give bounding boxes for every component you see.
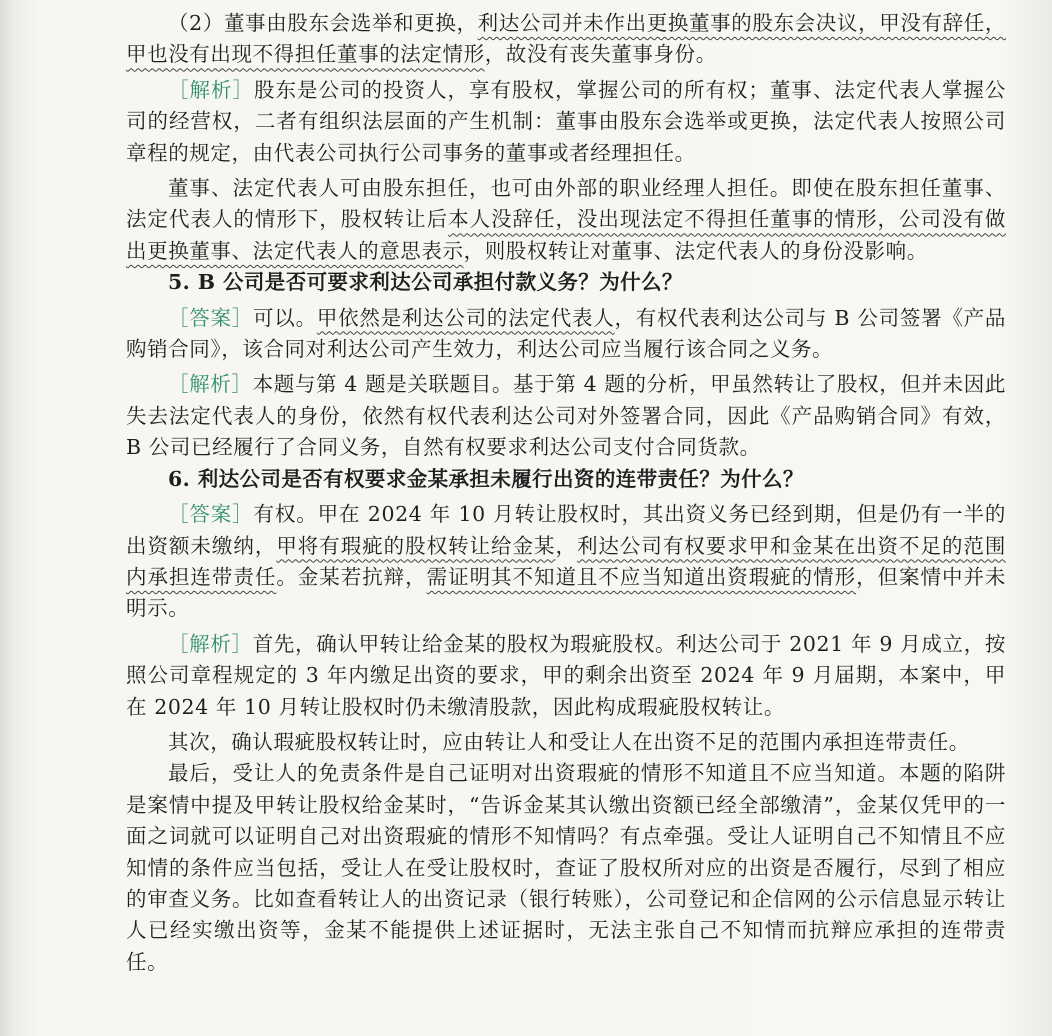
- text-segment: ，则股权转让对董事、法定代表人的身份没影响。: [463, 238, 928, 263]
- text-segment: ，: [555, 533, 577, 558]
- text-segment: 首先，确认甲转让给金某的股权为瑕疵股权。利达公司于 2021 年 9 月成立，按照公司章程规定的 3 年内缴足出资的要求，甲的剩余出资至 2024 年 9 月届期，本案中，甲在 2024 年 10 月转让股权时仍未缴清股款，因此构成瑕疵股权转让。: [126, 631, 1006, 719]
- analysis-tag: ［解析］: [168, 77, 254, 102]
- answer-tag: ［答案］: [168, 305, 254, 330]
- text-segment: 。金某若抗辩，: [276, 564, 427, 589]
- text-segment: ，有权代表利达公司与 B 公司签署《产品购销合同》，该合同对利达公司产生效力，利达公司应当履行该合同之义务。: [126, 305, 1006, 362]
- analysis-6: [126, 629, 1006, 723]
- text-segment: ，故没有丧失董事身份。: [484, 42, 717, 67]
- paragraph-analysis-1: [126, 75, 1006, 169]
- text-segment: 可以。: [253, 305, 317, 330]
- analysis-tag: ［解析］: [168, 631, 253, 656]
- question-text: 5. B 公司是否可要求利达公司承担付款义务？为什么？: [168, 270, 683, 295]
- text-segment: （2）董事由股东会选举和更换，: [168, 11, 478, 35]
- text-segment: 其次，确认瑕疵股权转让时，应由转让人和受让人在出资不足的范围内承担连带责任。: [168, 729, 970, 754]
- underlined-segment: 本人没辞任，没出现法定不得担任董事的情形，公司没有做出更换董事、法定代表人的意思表示: [126, 207, 1006, 263]
- paragraph-director-status: [126, 8, 1006, 71]
- analysis-6-final: [126, 758, 1006, 978]
- text-segment: ，但案情中并未明示。: [126, 564, 1007, 621]
- text-segment: 股东是公司的投资人，享有股权，掌握公司的所有权；董事、法定代表人掌握公司的经营权，二者有组织法层面的产生机制：董事由股东会选举或更换，法定代表人按照公司章程的规定，由代表公司执行公司事务的董事或者经理担任。: [126, 77, 1007, 165]
- underlined-segment: 利达公司并未作出更换董事的股东会决议，甲没有辞任，甲也没有出现不得担任董事的法定情形: [126, 11, 1007, 67]
- question-5: [126, 267, 1006, 298]
- analysis-6-second: [126, 727, 1006, 758]
- answer-5: [126, 303, 1006, 366]
- question-text: 6. 利达公司是否有权要求金某承担未履行出资的连带责任？为什么？: [168, 466, 804, 491]
- question-6: [126, 464, 1006, 495]
- text-segment: 本题与第 4 题是关联题目。基于第 4 题的分析，甲虽然转让了股权，但并未因此失去法定代表人的身份，依然有权代表利达公司对外签署合同，因此《产品购销合同》有效，B 公司已经履行了合同义务，自然有权要求利达公司支付合同货款。: [126, 372, 1006, 460]
- text-segment: 有权。甲在 2024 年 10 月转让股权时，其出资义务已经到期，但是仍有一半的出资额未缴纳，: [126, 502, 1006, 558]
- analysis-5: [126, 369, 1006, 463]
- underlined-segment: 需证明其不知道且不应当知道出资瑕疵的情形: [426, 564, 857, 589]
- paragraph-analysis-1-cont: [126, 173, 1006, 267]
- underlined-segment: 甲依然是利达公司的法定代表人: [316, 305, 615, 330]
- analysis-tag: ［解析］: [168, 372, 253, 397]
- answer-tag: ［答案］: [168, 502, 254, 527]
- underlined-segment: 利达公司有权要求甲和金某在出资不足的范围内承担连带责任: [126, 533, 1007, 589]
- document-body: [126, 8, 1006, 978]
- underlined-segment: 甲将有瑕疵的股权转让给金某: [276, 533, 556, 558]
- text-segment: 董事、法定代表人可由股东担任，也可由外部的职业经理人担任。即使在股东担任董事、法定代表人的情形下，股权转让后: [126, 176, 1006, 232]
- answer-6: [126, 499, 1006, 625]
- text-segment: 最后，受让人的免责条件是自己证明对出资瑕疵的情形不知道且不应当知道。本题的陷阱是案情中提及甲转让股权给金某时，“告诉金某其认缴出资额已经全部缴清”，金某仅凭甲的一面之词就可以证明自己对出资瑕疵的情形不知情吗？有点牵强。受让人证明自己不知情且不应知情的条件应当包括，受让人在受让股权时，查证了股权所对应的出资是否履行，尽到了相应的审查义务。比如查看转让人的出资记录（银行转账），公司登记和企信网的公示信息显示转让人已经实缴出资等，金某不能提供上述证据时，无法主张自己不知情而抗辩应承担的连带责任。: [126, 761, 1006, 974]
